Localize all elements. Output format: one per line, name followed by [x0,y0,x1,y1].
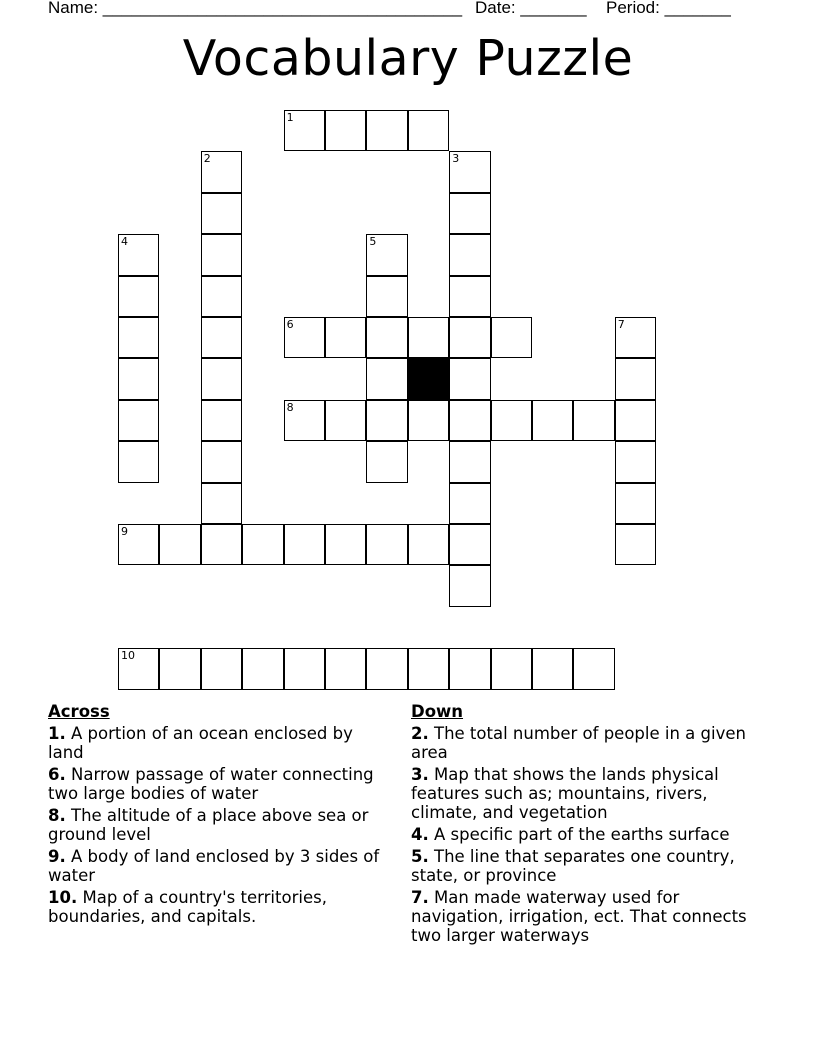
date-field-label: Date: _______ [475,0,587,17]
clue-text: Man made waterway used for navigation, irrigation, ect. That connects two larger waterways [411,888,747,945]
grid-cell[interactable] [491,400,532,441]
clue-text: Map that shows the lands physical features such as; mountains, rivers, climate, and vegetation [411,765,719,822]
grid-cell[interactable] [201,234,242,275]
grid-cell[interactable] [201,317,242,358]
grid-cell[interactable] [615,317,656,358]
clue-number: 10. [48,888,78,907]
grid-cell[interactable] [325,524,366,565]
grid-cell[interactable] [408,524,449,565]
grid-cell[interactable] [284,317,325,358]
grid-cell[interactable] [118,524,159,565]
grid-cell[interactable] [201,483,242,524]
grid-cell[interactable] [449,151,490,192]
grid-cell[interactable] [118,358,159,399]
across-clue [48,806,393,844]
grid-cell[interactable] [284,524,325,565]
grid-cell[interactable] [118,276,159,317]
grid-cell[interactable] [449,400,490,441]
grid-cell[interactable] [449,234,490,275]
period-field-label: Period: _______ [606,0,731,17]
grid-cell[interactable] [449,441,490,482]
down-clue [411,888,776,945]
clue-text: The altitude of a place above sea or ground level [48,806,369,844]
grid-cell[interactable] [615,524,656,565]
clue-number: 5 [369,235,377,249]
grid-cell[interactable] [201,276,242,317]
clue-text: A specific part of the earths surface [428,825,730,844]
grid-cell[interactable] [118,441,159,482]
grid-cell[interactable] [573,400,614,441]
down-clue [411,847,776,885]
clue-text: A portion of an ocean enclosed by land [48,724,353,762]
grid-cell[interactable] [615,400,656,441]
grid-cell[interactable] [325,648,366,689]
black-cell [408,358,449,399]
clue-number: 9. [48,847,66,866]
grid-cell[interactable] [118,317,159,358]
clue-number: 5. [411,847,429,866]
grid-cell[interactable] [615,483,656,524]
grid-cell[interactable] [118,234,159,275]
grid-cell[interactable] [325,400,366,441]
clue-text: Map of a country's territories, boundaries, and capitals. [48,888,327,926]
clue-number: 9 [121,525,128,538]
grid-cell[interactable] [366,648,407,689]
grid-cell[interactable] [284,648,325,689]
grid-cell[interactable] [159,524,200,565]
grid-cell[interactable] [449,317,490,358]
grid-cell[interactable] [615,358,656,399]
grid-cell[interactable] [366,524,407,565]
grid-cell[interactable] [449,565,490,606]
across-clue [48,847,393,885]
down-heading: Down [411,702,464,721]
across-clues [48,702,393,929]
across-heading: Across [48,702,110,721]
grid-cell[interactable] [408,110,449,151]
page-title: Vocabulary Puzzle [182,30,634,87]
clue-text: Narrow passage of water connecting two large bodies of water [48,765,374,803]
across-clue [48,888,393,926]
grid-cell[interactable] [491,648,532,689]
grid-cell[interactable] [118,648,159,689]
name-field-label: Name: ______________________________________ [48,0,463,17]
clue-number: 8 [286,400,294,414]
grid-cell[interactable] [325,317,366,358]
clue-number: 6 [286,318,294,331]
grid-cell[interactable] [118,400,159,441]
clue-number: 7. [411,888,429,907]
grid-cell[interactable] [201,524,242,565]
grid-cell[interactable] [449,193,490,234]
grid-cell[interactable] [573,648,614,689]
grid-cell[interactable] [366,441,407,482]
grid-cell[interactable] [284,400,325,441]
grid-cell[interactable] [491,317,532,358]
down-clue [411,825,776,844]
grid-cell[interactable] [408,648,449,689]
clue-number: 7 [617,318,625,331]
grid-cell[interactable] [325,110,366,151]
grid-cell[interactable] [408,400,449,441]
grid-cell[interactable] [532,400,573,441]
grid-cell[interactable] [201,648,242,689]
clue-number: 4 [121,235,128,249]
grid-cell[interactable] [449,648,490,689]
grid-cell[interactable] [366,358,407,399]
grid-cell[interactable] [201,358,242,399]
clue-number: 3. [411,765,429,784]
grid-cell[interactable] [532,648,573,689]
clue-number: 1 [286,111,294,124]
grid-cell[interactable] [366,400,407,441]
clue-number: 4. [411,825,429,844]
down-clue-list [411,724,776,945]
clue-text: A body of land enclosed by 3 sides of water [48,847,380,885]
across-clue-list [48,724,393,926]
clue-number: 10 [121,649,135,663]
grid-cell[interactable] [201,400,242,441]
grid-cell[interactable] [449,276,490,317]
grid-cell[interactable] [284,110,325,151]
down-clues [411,702,776,948]
clue-number: 3 [452,152,460,166]
down-clue [411,724,776,762]
clue-text: The total number of people in a given area [411,724,746,762]
grid-cell[interactable] [366,110,407,151]
grid-cell[interactable] [366,276,407,317]
clue-number: 2. [411,724,429,743]
grid-cell[interactable] [449,483,490,524]
grid-cell[interactable] [449,358,490,399]
clue-text: The line that separates one country, state, or province [411,847,735,885]
across-clue [48,765,393,803]
grid-cell[interactable] [449,524,490,565]
grid-cell[interactable] [201,151,242,192]
grid-cell[interactable] [201,441,242,482]
across-clue [48,724,393,762]
down-clue [411,765,776,822]
grid-cell[interactable] [408,317,449,358]
grid-cell[interactable] [242,524,283,565]
clue-number: 1. [48,724,66,743]
grid-cell[interactable] [242,648,283,689]
grid-cell[interactable] [615,441,656,482]
clue-number: 2 [203,152,211,166]
grid-cell[interactable] [366,317,407,358]
grid-cell[interactable] [159,648,200,689]
grid-cell[interactable] [201,193,242,234]
clue-number: 6. [48,765,66,784]
clue-number: 8. [48,806,66,825]
grid-cell[interactable] [366,234,407,275]
